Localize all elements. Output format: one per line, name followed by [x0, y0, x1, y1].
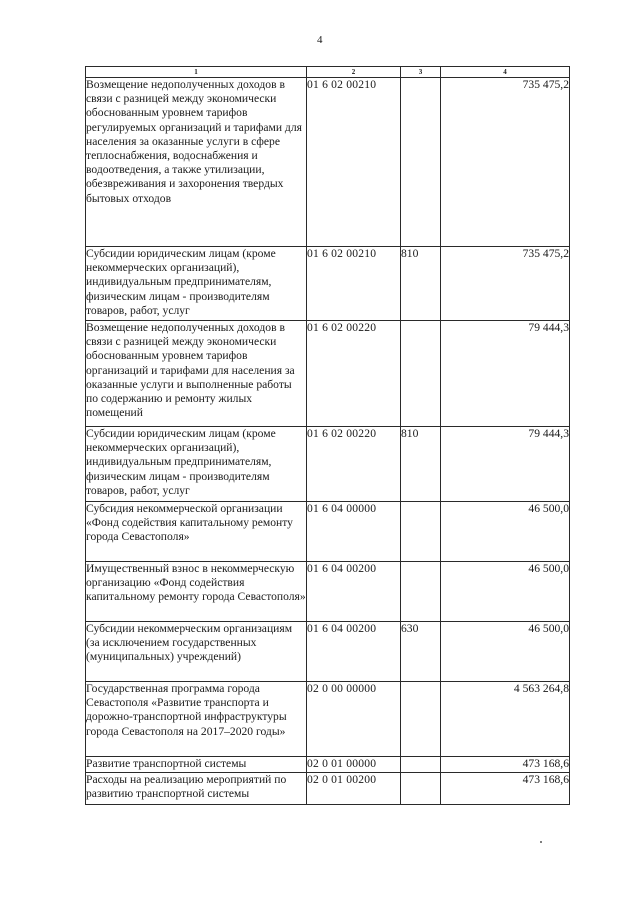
row-code: 01 6 02 00210 [307, 78, 401, 247]
table-header-row [86, 67, 570, 78]
row-code: 02 0 01 00200 [307, 773, 401, 805]
table-row [86, 682, 570, 757]
row-expense-type [401, 773, 441, 805]
row-code: 01 6 04 00200 [307, 562, 401, 622]
row-name: Имущественный взнос в некоммерческую организацию «Фонд содействия капитальному ремонту города Севастополя» [86, 562, 307, 622]
row-amount: 735 475,2 [441, 247, 570, 321]
page-number: 4 [317, 34, 323, 46]
row-code: 02 0 01 00000 [307, 757, 401, 773]
budget-table [85, 66, 570, 805]
row-expense-type [401, 78, 441, 247]
row-name: Возмещение недополученных доходов в связи с разницей между экономически обоснованным уровнем тарифов регулируемых организаций и тарифами для населения за оказанные услуги в сфере теплоснабжения, водоснабжения и водоотведения, а также утилизации, обезвреживания и захоронения твердых бытовых отходов [86, 78, 307, 247]
row-amount: 46 500,0 [441, 622, 570, 682]
row-expense-type [401, 757, 441, 773]
table-row [86, 247, 570, 321]
row-expense-type [401, 502, 441, 562]
row-code: 01 6 04 00200 [307, 622, 401, 682]
row-amount: 473 168,6 [441, 773, 570, 805]
row-name: Государственная программа города Севастополя «Развитие транспорта и дорожно-транспортной инфраструктуры города Севастополя на 2017–2020 годы» [86, 682, 307, 757]
table-row [86, 502, 570, 562]
table-row [86, 773, 570, 805]
column-header-amount: 4 [441, 67, 570, 78]
row-expense-type: 810 [401, 427, 441, 502]
row-expense-type: 630 [401, 622, 441, 682]
table-row [86, 78, 570, 247]
column-header-code: 2 [307, 67, 401, 78]
row-name: Субсидии юридическим лицам (кроме некоммерческих организаций), индивидуальным предпринимателям, физическим лицам - производителям товаров, работ, услуг [86, 427, 307, 502]
row-expense-type: 810 [401, 247, 441, 321]
row-amount: 735 475,2 [441, 78, 570, 247]
column-header-expense-type: 3 [401, 67, 441, 78]
row-expense-type [401, 682, 441, 757]
row-code: 01 6 04 00000 [307, 502, 401, 562]
row-name: Субсидия некоммерческой организации «Фонд содействия капитальному ремонту города Севастополя» [86, 502, 307, 562]
row-code: 01 6 02 00220 [307, 427, 401, 502]
table-row [86, 622, 570, 682]
row-name: Субсидии некоммерческим организациям (за исключением государственных (муниципальных) учреждений) [86, 622, 307, 682]
scan-speck [540, 841, 542, 843]
row-expense-type [401, 562, 441, 622]
table-row [86, 427, 570, 502]
row-name: Расходы на реализацию мероприятий по развитию транспортной системы [86, 773, 307, 805]
row-name: Возмещение недополученных доходов в связи с разницей между экономически обоснованным уровнем тарифов организаций и тарифами для населения за оказанные услуги и выполненные работы по содержанию и ремонту жилых помещений [86, 321, 307, 427]
row-code: 01 6 02 00220 [307, 321, 401, 427]
row-amount: 473 168,6 [441, 757, 570, 773]
table-row [86, 757, 570, 773]
row-expense-type [401, 321, 441, 427]
row-amount: 79 444,3 [441, 427, 570, 502]
row-amount: 46 500,0 [441, 562, 570, 622]
table-row [86, 562, 570, 622]
row-name: Субсидии юридическим лицам (кроме некоммерческих организаций), индивидуальным предпринимателям, физическим лицам - производителям товаров, работ, услуг [86, 247, 307, 321]
row-amount: 79 444,3 [441, 321, 570, 427]
column-header-name: 1 [86, 67, 307, 78]
row-name: Развитие транспортной системы [86, 757, 307, 773]
row-code: 01 6 02 00210 [307, 247, 401, 321]
row-code: 02 0 00 00000 [307, 682, 401, 757]
row-amount: 4 563 264,8 [441, 682, 570, 757]
table-row [86, 321, 570, 427]
row-amount: 46 500,0 [441, 502, 570, 562]
